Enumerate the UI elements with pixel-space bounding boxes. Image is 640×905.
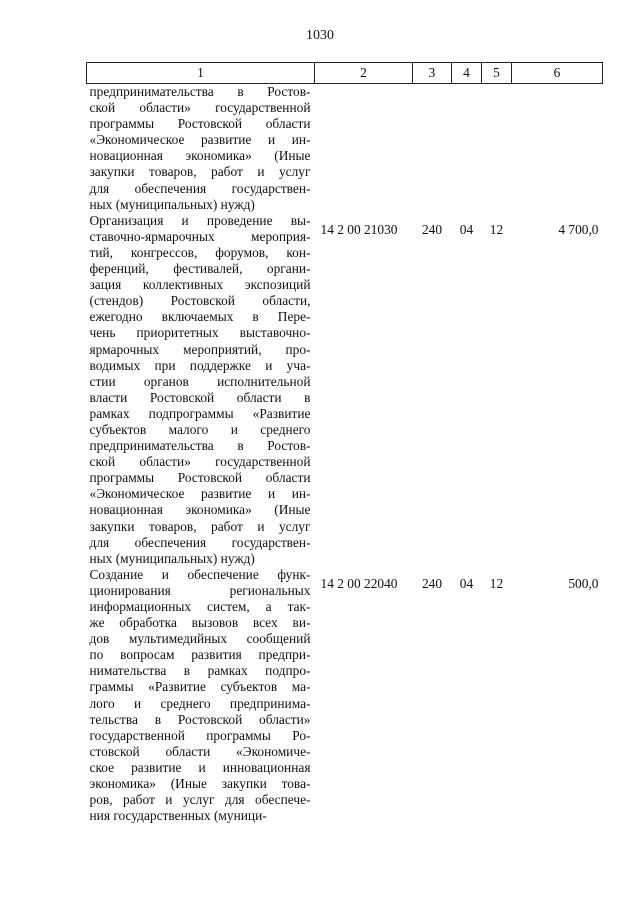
description-line: водимых при поддержке и уча- xyxy=(89,357,311,373)
description-line: для обеспечения государствен- xyxy=(89,180,311,196)
expense-type-cell: 240 xyxy=(421,575,443,591)
description-line: Создание и обеспечение функ- xyxy=(89,566,311,582)
subsection-cell: 12 xyxy=(489,221,504,237)
description-line: информационных систем, а так- xyxy=(89,599,311,614)
amount-cell: 4 700,0 xyxy=(558,221,599,237)
description-line: ское развитие и инновационная xyxy=(89,759,311,775)
description-line: ставочно-ярмарочных мероприя- xyxy=(89,228,311,244)
section-cell: 04 xyxy=(459,221,474,237)
section-cell: 04 xyxy=(459,575,474,591)
description-line: стии органов исполнительной xyxy=(89,373,311,389)
row-description xyxy=(87,84,315,213)
description-line: для обеспечения государствен- xyxy=(89,534,311,550)
budget-code-cell xyxy=(315,84,413,213)
description-line: «Экономическое развитие и ин- xyxy=(89,132,311,148)
description-line: же обработка вызовов всех ви- xyxy=(89,615,311,631)
description-line: ных (муниципальных) нужд) xyxy=(89,196,255,212)
description-line: лого и среднего предпринима- xyxy=(89,695,311,711)
description-line: власти Ростовской области в xyxy=(89,389,311,405)
budget-code-cell: 14 2 00 21030 xyxy=(320,221,398,237)
description-line: ных (муниципальных) нужд) xyxy=(89,550,255,566)
description-line: ров, работ и услуг для обеспече- xyxy=(89,792,311,808)
table-row xyxy=(87,213,603,567)
column-header: 3 xyxy=(413,63,452,84)
table-row xyxy=(87,567,603,825)
description-line: Организация и проведение вы- xyxy=(89,212,311,228)
amount-cell xyxy=(512,84,603,213)
row-description xyxy=(87,213,315,567)
description-line: граммы «Развитие субъектов ма- xyxy=(89,679,311,695)
subsection-cell xyxy=(482,84,512,213)
description-line: государственной программы Ро- xyxy=(89,727,311,743)
description-line: «Экономическое развитие и ин- xyxy=(89,486,311,502)
row-description xyxy=(87,567,315,825)
expense-type-cell: 240 xyxy=(421,221,443,237)
description-line: нимательства в рамках подпро- xyxy=(89,663,311,679)
description-line: ежегодно включаемых в Пере- xyxy=(89,309,311,325)
description-line: программы Ростовской области xyxy=(89,470,311,486)
description-line: программы Ростовской области xyxy=(89,116,311,132)
column-header: 1 xyxy=(87,63,315,84)
description-line: субъектов малого и среднего xyxy=(89,421,311,437)
description-line: ской области» государственной xyxy=(89,454,311,470)
amount-cell: 500,0 xyxy=(568,575,599,591)
column-header: 5 xyxy=(482,63,512,84)
table-header-row xyxy=(87,63,603,84)
expense-type-cell xyxy=(413,84,452,213)
description-line: предпринимательства в Ростов- xyxy=(89,438,311,454)
description-line: (стендов) Ростовской области, xyxy=(89,293,311,309)
description-line: ференций, фестивалей, органи- xyxy=(89,261,311,277)
description-line: ционирования региональных xyxy=(89,582,311,598)
description-line: дов мультимедийных сообщений xyxy=(89,631,311,647)
description-line: зация коллективных экспозиций xyxy=(89,277,311,293)
description-line: закупки товаров, работ и услуг xyxy=(89,518,311,534)
table-body xyxy=(87,84,603,825)
column-header: 4 xyxy=(452,63,482,84)
description-line: ской области» государственной xyxy=(89,100,311,116)
description-line: закупки товаров, работ и услуг xyxy=(89,164,311,180)
description-line: стовской области «Экономиче- xyxy=(89,743,311,759)
budget-table xyxy=(86,62,603,824)
table-row xyxy=(87,84,603,213)
description-line: предпринимательства в Ростов- xyxy=(89,84,311,99)
description-line: новационная экономика» (Иные xyxy=(89,148,311,164)
page-number: 1030 xyxy=(306,28,334,43)
section-cell xyxy=(452,84,482,213)
description-line: тий, конгрессов, форумов, кон- xyxy=(89,244,311,260)
description-line: рамках подпрограммы «Развитие xyxy=(89,405,311,421)
description-line: новационная экономика» (Иные xyxy=(89,502,311,518)
description-line: чень приоритетных выставочно- xyxy=(89,325,311,341)
subsection-cell: 12 xyxy=(489,575,504,591)
budget-code-cell: 14 2 00 22040 xyxy=(320,575,398,591)
description-line: тельства в Ростовской области» xyxy=(89,711,311,727)
description-line: по вопросам развития предпри- xyxy=(89,647,311,663)
description-line: ярмарочных мероприятий, про- xyxy=(89,341,311,357)
description-line: ния государственных (муници- xyxy=(89,808,267,824)
description-line: экономика» (Иные закупки това- xyxy=(89,776,311,792)
column-header: 2 xyxy=(315,63,413,84)
column-header: 6 xyxy=(512,63,603,84)
